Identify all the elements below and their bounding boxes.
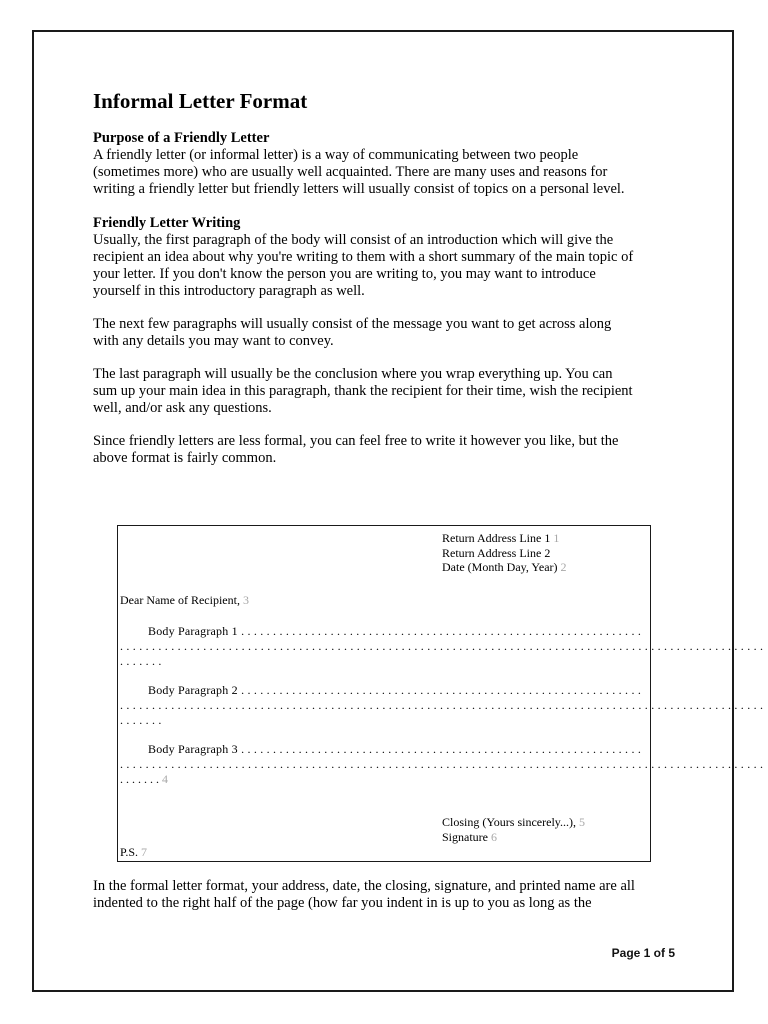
ps-text: P.S. bbox=[120, 845, 139, 859]
dot-leader: . . . . . . . . . . . . . . . . . . . . . . . . . . . . . . . . . . . . . . . . . . . . . . . . . . . . . . . . . . . . . . . bbox=[241, 683, 642, 697]
text-line: Usually, the first paragraph of the body will consist of an introduction which will give the bbox=[93, 232, 614, 248]
signature-line bbox=[442, 830, 497, 845]
greeting-line bbox=[120, 593, 249, 608]
body-paragraph-3-line bbox=[148, 742, 648, 757]
purpose-paragraph bbox=[93, 147, 683, 198]
body-paragraph-2-label: Body Paragraph 2 bbox=[148, 683, 238, 697]
dot-leader-line: . . . . . . . . . . . . . . . . . . . . . . . . . . . . . . . . . . . . . . . . . . . . . . . . . . . . . . . . . . . . . . . . . . . . . . . . . . . . . . . . . . . . . . . . . . . . . . . . . . . . . bbox=[120, 698, 764, 712]
text-line: yourself in this introductory paragraph as well. bbox=[93, 283, 365, 299]
text-line: indented to the right half of the page (how far you indent in is up to you as long as the bbox=[93, 895, 592, 911]
writing-paragraph-3 bbox=[93, 366, 683, 417]
body-paragraph-1-label: Body Paragraph 1 bbox=[148, 624, 238, 638]
dot-leader-line: . . . . . . . bbox=[120, 713, 162, 727]
section-heading-purpose: Purpose of a Friendly Letter bbox=[93, 130, 270, 146]
marker-number: 2 bbox=[560, 560, 567, 574]
dot-leader: . . . . . . . bbox=[120, 772, 159, 786]
text-line: with any details you may want to convey. bbox=[93, 333, 334, 349]
body-paragraph-2-line bbox=[148, 683, 648, 698]
text-line: In the formal letter format, your address, date, the closing, signature, and printed name are all bbox=[93, 878, 635, 894]
page-number: Page 1 of 5 bbox=[611, 946, 675, 960]
section-heading-writing: Friendly Letter Writing bbox=[93, 215, 241, 231]
return-address-line-2 bbox=[442, 546, 550, 561]
date-line bbox=[442, 560, 567, 575]
marker-number: 3 bbox=[242, 593, 249, 607]
document-body bbox=[93, 88, 683, 467]
writing-paragraph-1 bbox=[93, 232, 683, 300]
body-paragraph-3-label: Body Paragraph 3 bbox=[148, 742, 238, 756]
closing-line bbox=[442, 815, 585, 830]
dot-leader: . . . . . . . . . . . . . . . . . . . . . . . . . . . . . . . . . . . . . . . . . . . . . . . . . . . . . . . . . . . . . . . bbox=[241, 742, 642, 756]
text-line: well, and/or ask any questions. bbox=[93, 400, 272, 416]
marker-number: 7 bbox=[141, 845, 148, 859]
letter-template-box bbox=[117, 525, 764, 862]
marker-number: 5 bbox=[579, 815, 585, 829]
marker-number: 6 bbox=[491, 829, 497, 844]
writing-paragraph-4 bbox=[93, 433, 683, 467]
text-line: sum up your main idea in this paragraph, thank the recipient for their time, wish the recipient bbox=[93, 383, 633, 399]
greeting-text: Dear Name of Recipient, bbox=[120, 593, 240, 607]
closing-text: Closing (Yours sincerely...), bbox=[442, 815, 576, 829]
marker-number: 1 bbox=[553, 531, 560, 545]
writing-paragraph-2 bbox=[93, 316, 683, 350]
text-line: (sometimes more) who are usually well acquainted. There are many uses and reasons for bbox=[93, 164, 608, 180]
dot-leader-line-final bbox=[120, 772, 168, 787]
dot-leader-line: . . . . . . . bbox=[120, 654, 162, 668]
dot-leader-line: . . . . . . . . . . . . . . . . . . . . . . . . . . . . . . . . . . . . . . . . . . . . . . . . . . . . . . . . . . . . . . . . . . . . . . . . . . . . . . . . . . . . . . . . . . . . . . . . . . . . . bbox=[120, 639, 764, 653]
text-line: A friendly letter (or informal letter) is a way of communicating between two people bbox=[93, 147, 579, 163]
signature-text: Signature bbox=[442, 829, 488, 844]
text-line: The last paragraph will usually be the conclusion where you wrap everything up. You can bbox=[93, 366, 613, 382]
text-line: Since friendly letters are less formal, you can feel free to write it however you like, but the bbox=[93, 433, 619, 449]
ps-line bbox=[120, 845, 147, 860]
return-address-1-text: Return Address Line 1 bbox=[442, 531, 551, 545]
continuation-paragraph bbox=[93, 878, 683, 912]
return-address-2-text: Return Address Line 2 bbox=[442, 545, 551, 560]
return-address-line-1 bbox=[442, 531, 559, 546]
text-line: The next few paragraphs will usually consist of the message you want to get across along bbox=[93, 316, 612, 332]
text-line: recipient an idea about why you're writing to them with a short summary of the main topic of bbox=[93, 249, 634, 265]
text-line: above format is fairly common. bbox=[93, 450, 277, 466]
document-title: Informal Letter Format bbox=[93, 89, 308, 113]
date-text: Date (Month Day, Year) bbox=[442, 560, 558, 574]
marker-number: 4 bbox=[162, 772, 168, 786]
text-line: your letter. If you don't know the person you are writing to, you may want to introduce bbox=[93, 266, 596, 282]
dot-leader-line: . . . . . . . . . . . . . . . . . . . . . . . . . . . . . . . . . . . . . . . . . . . . . . . . . . . . . . . . . . . . . . . . . . . . . . . . . . . . . . . . . . . . . . . . . . . . . . . . . . . . . bbox=[120, 757, 764, 771]
dot-leader: . . . . . . . . . . . . . . . . . . . . . . . . . . . . . . . . . . . . . . . . . . . . . . . . . . . . . . . . . . . . . . . bbox=[241, 624, 642, 638]
text-line: writing a friendly letter but friendly letters will usually consist of topics on a personal level. bbox=[93, 181, 625, 197]
body-paragraph-1-line bbox=[148, 624, 648, 639]
